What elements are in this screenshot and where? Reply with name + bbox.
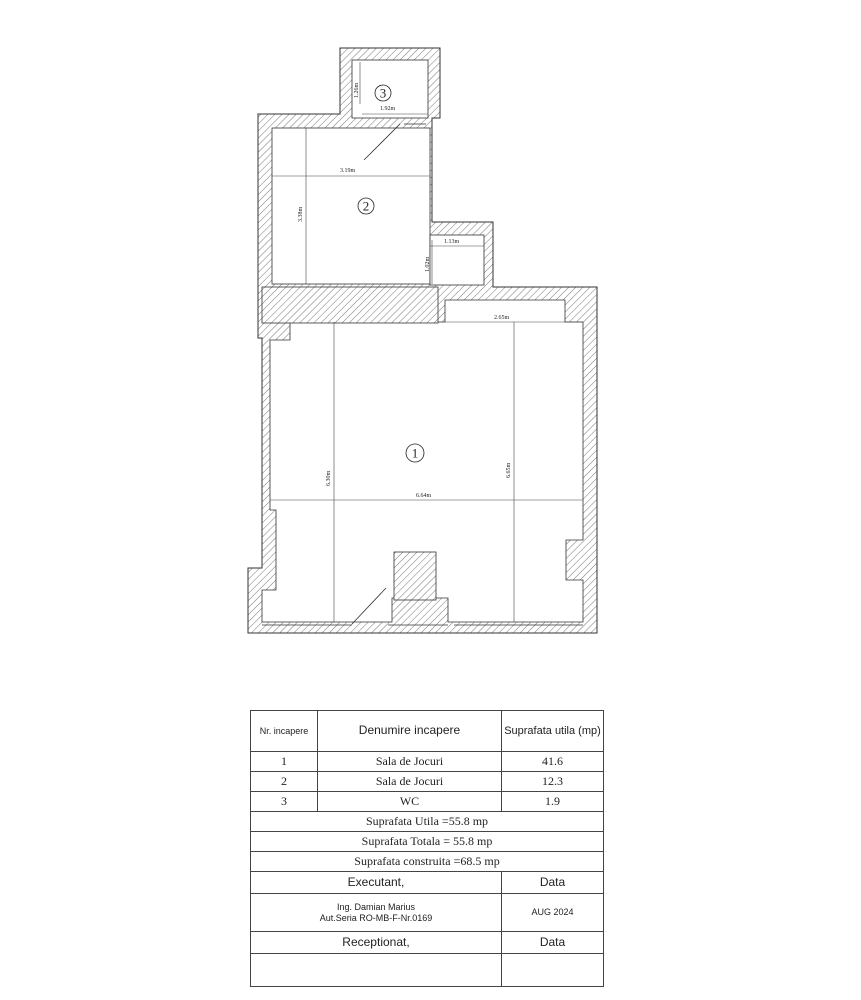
dim-room3-height: 1.26m xyxy=(354,82,360,98)
dim-main-right-height: 6.65m xyxy=(506,462,512,478)
receptionat-date xyxy=(502,954,604,987)
receptionat-header-row xyxy=(251,932,604,954)
receptionat-signature xyxy=(251,954,502,987)
table-row xyxy=(251,792,604,812)
row-name: Sala de Jocuri xyxy=(318,752,502,772)
dim-room2-height: 3.38m xyxy=(298,206,304,222)
partition-wall xyxy=(262,287,438,323)
dim-room2-width: 3.19m xyxy=(340,168,356,174)
dim-main-top-width: 2.65m xyxy=(494,315,510,321)
row-name: WC xyxy=(318,792,502,812)
total-construita: Suprafata construita =68.5 mp xyxy=(251,852,604,872)
executant-auth: Aut.Seria RO-MB-F-Nr.0169 xyxy=(319,912,433,923)
executant-header-row xyxy=(251,872,604,894)
room-2-number: 2 xyxy=(362,198,370,214)
room-3-number: 3 xyxy=(379,85,387,101)
row-area: 1.9 xyxy=(502,792,604,812)
total-totala-row xyxy=(251,832,604,852)
row-area: 12.3 xyxy=(502,772,604,792)
total-utila-row xyxy=(251,812,604,832)
executant-info xyxy=(251,894,502,932)
header-denumire: Denumire incapere xyxy=(318,711,502,752)
dim-main-width: 6.64m xyxy=(416,493,432,499)
row-nr: 1 xyxy=(251,752,318,772)
total-construita-row xyxy=(251,852,604,872)
header-suprafata: Suprafata utila (mp) xyxy=(502,711,604,752)
executant-name: Ing. Damian Marius xyxy=(336,902,416,913)
dim-main-left-height: 6.30m xyxy=(326,470,332,486)
executant-info-row xyxy=(251,894,604,932)
row-nr: 3 xyxy=(251,792,318,812)
row-nr: 2 xyxy=(251,772,318,792)
dim-room3-width: 1.92m xyxy=(380,106,396,112)
room-2-floor xyxy=(272,128,430,284)
pillar xyxy=(394,552,436,600)
executant-data-label: Data xyxy=(502,872,604,894)
row-area: 41.6 xyxy=(502,752,604,772)
row-name: Sala de Jocuri xyxy=(318,772,502,792)
receptionat-blank-row xyxy=(251,954,604,987)
table-header-row xyxy=(251,711,604,752)
receptionat-label: Receptionat, xyxy=(251,932,502,954)
room-schedule-table xyxy=(250,710,604,987)
executant-label: Executant, xyxy=(251,872,502,894)
header-nr: Nr. incapere xyxy=(251,711,318,752)
dim-step-height: 1.02m xyxy=(425,256,431,272)
receptionat-data-label: Data xyxy=(502,932,604,954)
room-1-number: 1 xyxy=(411,445,419,461)
total-utila: Suprafata Utila =55.8 mp xyxy=(251,812,604,832)
total-totala: Suprafata Totala = 55.8 mp xyxy=(251,832,604,852)
table-row xyxy=(251,752,604,772)
dim-step-width: 1.13m xyxy=(444,239,460,245)
table-row xyxy=(251,772,604,792)
executant-date: AUG 2024 xyxy=(502,894,604,932)
